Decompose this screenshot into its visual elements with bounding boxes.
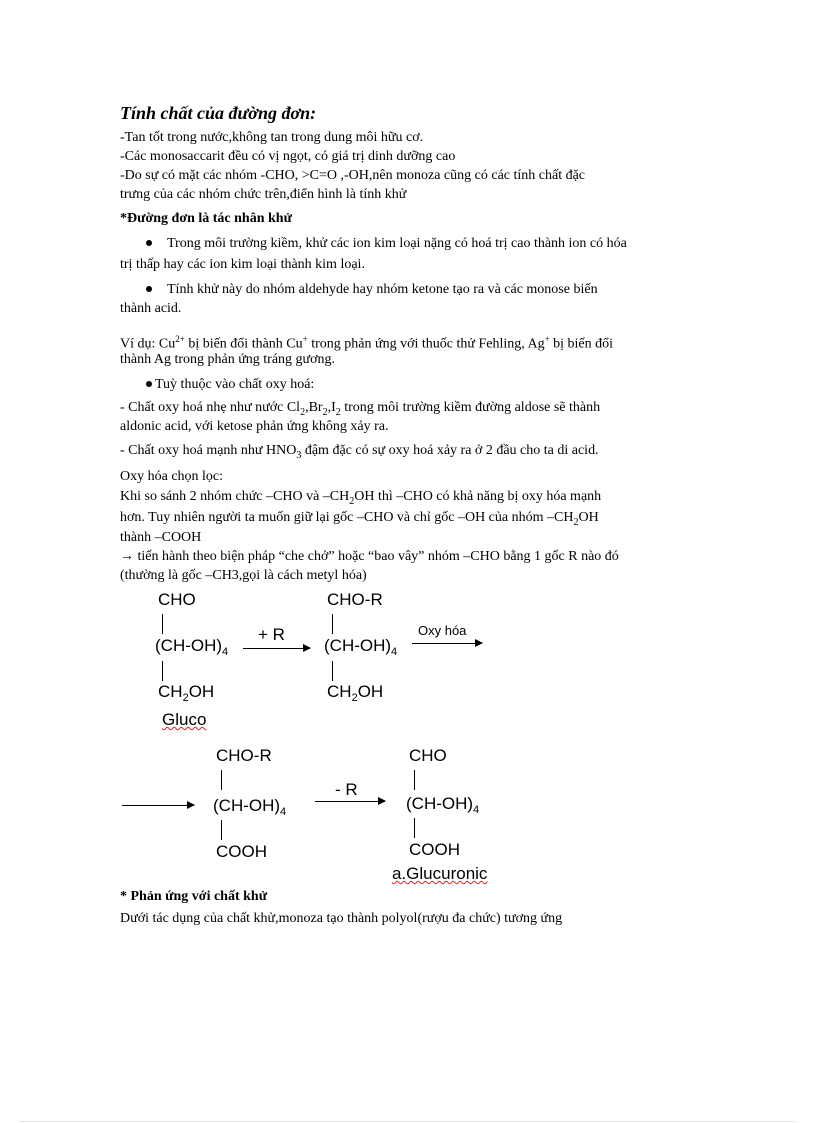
formula-choh: $(CH-OH)_4$	[155, 636, 229, 658]
formula-ch2oh: $CH_2OH$	[327, 682, 384, 704]
bond-line	[221, 820, 222, 840]
text-line: - Chất oxy hoá mạnh như $HNO_3$ đậm đặc có sự oxy hoá xảy ra ở 2 đầu cho ta di acid.	[120, 443, 599, 461]
formula-cooh: COOH	[216, 842, 267, 861]
arrow-right-icon: →	[120, 549, 134, 564]
page-border	[20, 1121, 796, 1122]
text-line: Dưới tác dụng của chất khử,monoza tạo thành polyol(rượu đa chức) tương ứng	[120, 911, 563, 926]
text-line: trưng của các nhóm chức trên,điển hình là tính khử	[120, 187, 407, 202]
reaction-arrow	[315, 801, 385, 802]
bullet-icon	[146, 240, 152, 246]
bond-line	[162, 614, 163, 634]
reaction-arrow	[122, 805, 194, 806]
label-glucuronic: a.Glucuronic	[392, 864, 488, 883]
page-title: Tính chất của đường đơn:	[120, 103, 317, 123]
bond-line	[332, 614, 333, 634]
text-line: hơn. Tuy nhiên người ta muốn giữ lại gốc –CHO và chỉ gốc –OH của nhóm $-CH_2OH$	[120, 510, 599, 528]
bond-line	[414, 770, 415, 790]
formula-cooh: COOH	[409, 840, 460, 859]
label-minus-r: - R	[335, 780, 358, 799]
text-line: -Do sự có mặt các nhóm -CHO, >C=O ,-OH,nên monoza cũng có các tính chất đặc	[120, 168, 586, 183]
bond-line	[332, 661, 333, 681]
text-line: -Các monosaccarit đều có vị ngọt, có giá trị dinh dưỡng cao	[120, 149, 456, 164]
label-oxy-hoa: Oxy hóa	[418, 623, 467, 638]
text-line: Khi so sánh 2 nhóm chức –CHO và $-CH_2OH$ thì –CHO có khả năng bị oxy hóa mạnh	[120, 489, 602, 507]
bullet-icon	[146, 286, 152, 292]
text-line: Tính khử này do nhóm aldehyde hay nhóm ketone tạo ra và các monose biến	[167, 282, 598, 297]
text-line: - Chất oxy hoá nhẹ như nước $Cl_2,Br_2,I_2$ trong môi trường kiềm đường aldose sẽ thành	[120, 400, 601, 418]
label-plus-r: + R	[258, 625, 285, 644]
formula-choh: $(CH-OH)_4$	[213, 796, 287, 818]
text-line: → tiến hành theo biện pháp “che chở” hoặc “bao vây” nhóm –CHO bằng 1 gốc R nào đó	[120, 549, 619, 564]
reaction-arrow	[243, 648, 310, 649]
text-line: -Tan tốt trong nước,không tan trong dung môi hữu cơ.	[120, 130, 424, 145]
bond-line	[414, 818, 415, 838]
reaction-arrow	[412, 643, 482, 644]
formula-ch2oh: $CH_2OH$	[158, 682, 215, 704]
section-heading: * Phản ứng với chất khử	[120, 889, 268, 904]
text-line: thành –COOH	[120, 530, 202, 545]
bond-line	[162, 661, 163, 681]
formula-cho: CHO	[409, 746, 447, 765]
text-line: trị thấp hay các ion kim loại thành kim loại.	[120, 257, 365, 272]
text-line: Oxy hóa chọn lọc:	[120, 469, 224, 484]
formula-cho: CHO	[158, 590, 196, 609]
bond-line	[221, 770, 222, 790]
bullet-icon	[146, 381, 152, 387]
text-line: (thường là gốc –CH3,gọi là cách metyl hóa)	[120, 568, 367, 583]
text-line: aldonic acid, với ketose phản ứng không xảy ra.	[120, 419, 389, 434]
section-heading: *Đường đơn là tác nhân khử	[120, 211, 292, 226]
label-gluco: Gluco	[162, 710, 207, 729]
formula-chor: CHO-R	[216, 746, 272, 765]
example-line: Ví dụ: $Cu^{2+}$ bị biến đổi thành Cu+ trong phản ứng với thuốc thử Fehling, Ag+ bị biến đổi	[120, 334, 614, 352]
formula-choh: $(CH-OH)_4$	[406, 794, 480, 816]
text-line: thành acid.	[120, 301, 182, 316]
formula-choh: $(CH-OH)_4$	[324, 636, 398, 658]
formula-chor: CHO-R	[327, 590, 383, 609]
text-line: Trong môi trường kiềm, khử các ion kim loại nặng có hoá trị cao thành ion có hóa	[167, 236, 627, 251]
text-line: Tuỳ thuộc vào chất oxy hoá:	[155, 377, 315, 392]
text-line: thành Ag trong phản ứng tráng gương.	[120, 352, 336, 367]
